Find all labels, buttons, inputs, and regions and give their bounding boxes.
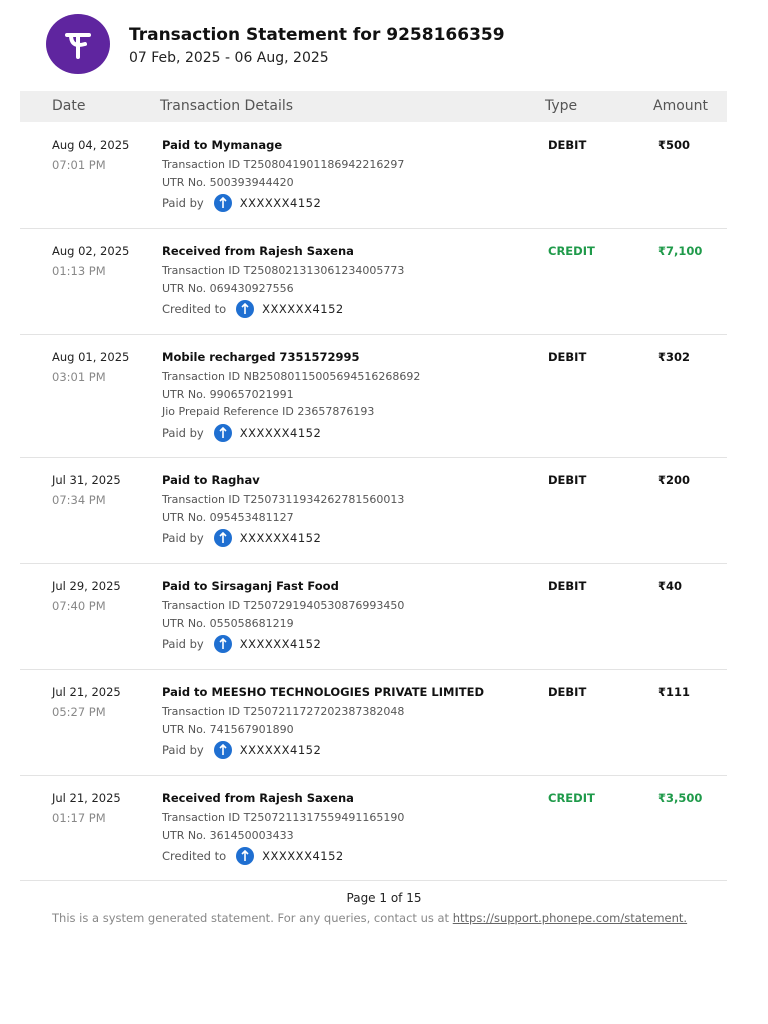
payment-label: Paid by	[162, 637, 204, 651]
transaction-date: Jul 31, 2025	[52, 473, 121, 487]
account-number: XXXXXX4152	[239, 531, 322, 545]
transaction-type: DEBIT	[548, 579, 587, 593]
transaction-amount: ₹3,500	[658, 791, 703, 805]
column-header-details: Transaction Details	[160, 98, 294, 114]
column-header-amount: Amount	[653, 98, 709, 114]
transaction-detail-line: Transaction ID T2508041901186942216297	[162, 158, 405, 171]
transaction-type: DEBIT	[548, 473, 587, 487]
payment-label: Paid by	[162, 743, 204, 757]
footer-text: This is a system generated statement. For any queries, contact us at	[52, 911, 453, 925]
payment-account	[162, 300, 344, 318]
transaction-time: 05:27 PM	[52, 705, 106, 719]
account-number: XXXXXX4152	[262, 849, 344, 863]
transaction-amount: ₹500	[658, 138, 691, 152]
transaction-type: CREDIT	[548, 244, 595, 258]
transaction-title: Paid to Mymanage	[162, 138, 283, 152]
table-row	[20, 563, 727, 670]
payment-account	[162, 424, 321, 442]
transaction-type: DEBIT	[548, 350, 587, 364]
page-number: Page 1 of 15	[346, 891, 422, 905]
payment-label: Paid by	[162, 531, 204, 545]
transaction-title: Mobile recharged 7351572995	[162, 350, 360, 364]
account-number: XXXXXX4152	[239, 743, 322, 757]
transaction-time: 03:01 PM	[52, 370, 106, 384]
transaction-amount: ₹200	[658, 473, 691, 487]
transaction-type: DEBIT	[548, 685, 587, 699]
transaction-time: 07:01 PM	[52, 158, 106, 172]
table-row	[20, 669, 727, 776]
payment-label: Paid by	[162, 196, 204, 210]
payment-account	[162, 529, 321, 547]
payment-label: Paid by	[162, 425, 204, 440]
bank-icon	[214, 424, 232, 442]
transaction-date: Jul 29, 2025	[52, 579, 121, 593]
transaction-date: Aug 04, 2025	[52, 138, 130, 152]
bank-icon	[214, 194, 232, 212]
transaction-amount: ₹7,100	[658, 244, 703, 258]
payment-account	[162, 635, 321, 653]
account-number: XXXXXX4152	[239, 637, 322, 651]
transaction-time: 01:13 PM	[52, 264, 106, 278]
payment-account	[162, 847, 344, 865]
table-row	[20, 228, 727, 335]
column-header-date: Date	[52, 98, 86, 114]
transaction-detail-line: Transaction ID T2508021313061234005773	[162, 264, 405, 277]
transaction-type: CREDIT	[548, 791, 595, 805]
transaction-date: Aug 02, 2025	[52, 244, 130, 258]
transaction-time: 07:34 PM	[52, 493, 106, 507]
transaction-time: 01:17 PM	[52, 811, 106, 825]
account-number: XXXXXX4152	[262, 302, 344, 316]
account-number: XXXXXX4152	[239, 425, 322, 440]
account-number: XXXXXX4152	[239, 196, 322, 210]
statement-title: Transaction Statement for 9258166359	[129, 25, 505, 45]
column-header-type: Type	[545, 98, 578, 114]
transaction-detail-line: Transaction ID T2507291940530876993450	[162, 599, 405, 612]
transaction-amount: ₹111	[658, 685, 691, 699]
transaction-detail-line: Jio Prepaid Reference ID 23657876193	[162, 405, 375, 418]
statement-period: 07 Feb, 2025 - 06 Aug, 2025	[129, 50, 329, 66]
bank-icon	[214, 741, 232, 759]
transaction-detail-line: Transaction ID T2507211727202387382048	[162, 705, 405, 718]
table-row	[20, 775, 727, 881]
transaction-detail-line: UTR No. 741567901890	[162, 722, 294, 736]
table-row	[20, 457, 727, 564]
transaction-time: 07:40 PM	[52, 599, 106, 613]
transaction-detail-line: Transaction ID T2507311934262781560013	[162, 493, 405, 506]
bank-icon	[214, 635, 232, 653]
bank-icon	[236, 847, 254, 865]
transaction-amount: ₹302	[658, 350, 691, 364]
bank-icon	[236, 300, 254, 318]
transaction-date: Jul 21, 2025	[52, 791, 121, 805]
transaction-amount: ₹40	[658, 579, 683, 593]
support-link[interactable]: https://support.phonepe.com/statement.	[452, 911, 688, 925]
table-header	[20, 91, 727, 122]
transaction-detail-line: UTR No. 095453481127	[162, 510, 294, 524]
transaction-detail-line: UTR No. 361450003433	[162, 828, 294, 842]
transaction-detail-line: UTR No. 990657021991	[162, 387, 294, 401]
transaction-detail-line: UTR No. 055058681219	[162, 616, 294, 630]
payment-account	[162, 194, 321, 212]
table-row	[20, 122, 727, 229]
payment-account	[162, 741, 321, 759]
transaction-detail-line: UTR No. 069430927556	[162, 281, 294, 295]
transaction-title: Received from Rajesh Saxena	[162, 791, 354, 805]
payment-label: Credited to	[162, 302, 227, 316]
bank-icon	[214, 529, 232, 547]
transaction-title: Paid to Sirsaganj Fast Food	[162, 579, 339, 593]
transaction-title: Received from Rajesh Saxena	[162, 244, 354, 258]
transaction-detail-line: Transaction ID NB2508011500569451626869​2	[162, 370, 421, 383]
transaction-detail-line: Transaction ID T2507211317559491165190	[162, 811, 405, 824]
transaction-date: Jul 21, 2025	[52, 685, 121, 699]
transaction-type: DEBIT	[548, 138, 587, 152]
footer-note	[52, 911, 687, 925]
table-row	[20, 334, 727, 458]
transaction-title: Paid to Raghav	[162, 473, 260, 487]
transaction-title: Paid to MEESHO TECHNOLOGIES PRIVATE LIMITED	[162, 685, 484, 699]
transaction-detail-line: UTR No. 500393944420	[162, 175, 294, 189]
phonepe-logo-icon	[46, 14, 110, 74]
transaction-date: Aug 01, 2025	[52, 350, 130, 364]
payment-label: Credited to	[162, 849, 227, 863]
